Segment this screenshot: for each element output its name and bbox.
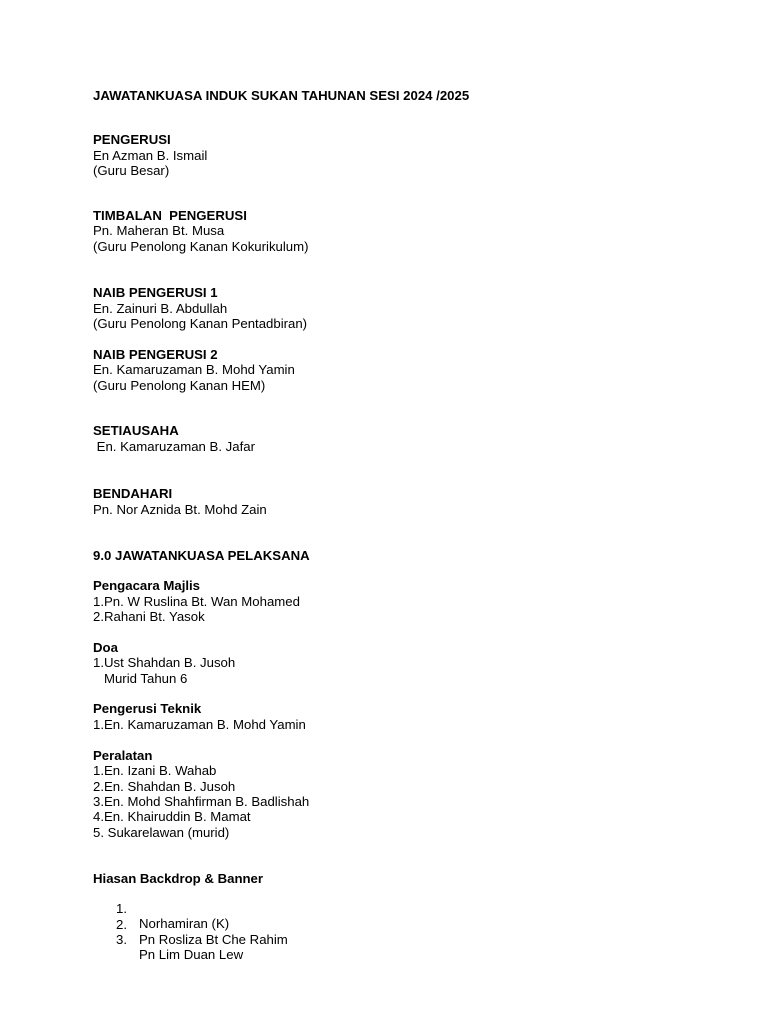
- pengacara-heading: Pengacara Majlis: [93, 578, 201, 593]
- document-title: JAWATANKUASA INDUK SUKAN TAHUNAN SESI 2024 /2025: [93, 88, 470, 103]
- list-item: 1.En. Izani B. Wahab: [93, 763, 217, 778]
- doa-heading: Doa: [93, 640, 118, 655]
- list-number: 2.: [116, 917, 127, 932]
- timbalan-name: Pn. Maheran Bt. Musa: [93, 223, 225, 238]
- list-item: 1.Ust Shahdan B. Jusoh: [93, 655, 236, 670]
- teknik-heading: Pengerusi Teknik: [93, 701, 202, 716]
- timbalan-heading: TIMBALAN PENGERUSI: [93, 208, 247, 223]
- list-number: 1.: [116, 901, 127, 916]
- list-text: Pn Lim Duan Lew: [139, 947, 244, 962]
- hiasan-heading: Hiasan Backdrop & Banner: [93, 871, 264, 886]
- setiausaha-heading: SETIAUSAHA: [93, 423, 179, 438]
- naib1-name: En. Zainuri B. Abdullah: [93, 301, 228, 316]
- list-item: 1.Pn. W Ruslina Bt. Wan Mohamed: [93, 594, 300, 609]
- setiausaha-name: En. Kamaruzaman B. Jafar: [93, 439, 255, 454]
- naib1-role: (Guru Penolong Kanan Pentadbiran): [93, 316, 308, 331]
- naib2-role: (Guru Penolong Kanan HEM): [93, 378, 266, 393]
- list-item: 4.En. Khairuddin B. Mamat: [93, 809, 251, 824]
- peralatan-heading: Peralatan: [93, 748, 153, 763]
- bendahari-heading: BENDAHARI: [93, 486, 173, 501]
- list-item: 5. Sukarelawan (murid): [93, 825, 230, 840]
- pengerusi-heading: PENGERUSI: [93, 132, 171, 147]
- pengerusi-name: En Azman B. Ismail: [93, 148, 208, 163]
- list-item: Murid Tahun 6: [93, 671, 188, 686]
- timbalan-role: (Guru Penolong Kanan Kokurikulum): [93, 239, 309, 254]
- naib2-heading: NAIB PENGERUSI 2: [93, 347, 218, 362]
- list-text: Norhamiran (K): [139, 916, 230, 931]
- list-text: Pn Rosliza Bt Che Rahim: [139, 932, 288, 947]
- naib2-name: En. Kamaruzaman B. Mohd Yamin: [93, 362, 295, 377]
- list-number: 3.: [116, 932, 127, 947]
- list-item: 2.Rahani Bt. Yasok: [93, 609, 205, 624]
- list-item: [93, 917, 493, 977]
- naib1-heading: NAIB PENGERUSI 1: [93, 285, 218, 300]
- pelaksana-heading: 9.0 JAWATANKUASA PELAKSANA: [93, 548, 310, 563]
- list-item: 3.En. Mohd Shahfirman B. Badlishah: [93, 794, 310, 809]
- bendahari-name: Pn. Nor Aznida Bt. Mohd Zain: [93, 502, 267, 517]
- list-item: 2.En. Shahdan B. Jusoh: [93, 779, 236, 794]
- list-item: 1.En. Kamaruzaman B. Mohd Yamin: [93, 717, 306, 732]
- pengerusi-role: (Guru Besar): [93, 163, 170, 178]
